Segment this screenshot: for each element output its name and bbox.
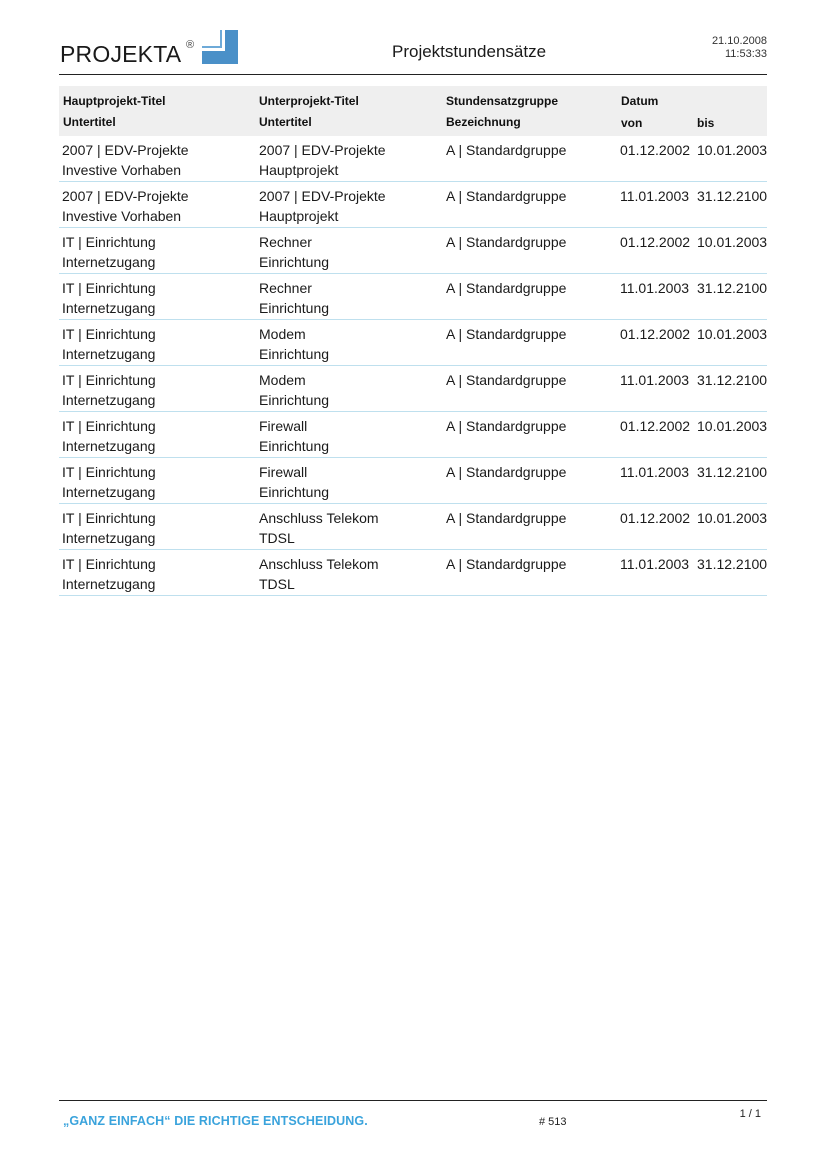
hauptprojekt-titel: 2007 | EDV-Projekte <box>62 188 189 204</box>
datum-bis: 31.12.2100 <box>697 280 768 296</box>
datum-bis: 10.01.2003 <box>697 510 768 526</box>
datum-von: 01.12.2002 <box>620 418 691 434</box>
hauptprojekt-untertitel: Internetzugang <box>62 530 156 546</box>
table-row <box>59 182 767 228</box>
datum-bis: 10.01.2003 <box>697 418 768 434</box>
stundensatzgruppe: A | Standardgruppe <box>446 510 567 526</box>
stundensatzgruppe: A | Standardgruppe <box>446 188 567 204</box>
hauptprojekt-titel: IT | Einrichtung <box>62 280 156 296</box>
hauptprojekt-untertitel: Investive Vorhaben <box>62 208 182 224</box>
datum-bis: 10.01.2003 <box>697 234 768 250</box>
stundensatzgruppe: A | Standardgruppe <box>446 142 567 158</box>
table-header <box>59 86 767 136</box>
datum-von: 11.01.2003 <box>620 280 690 296</box>
col-header-datum: Datum <box>621 94 659 108</box>
footer-divider <box>59 1100 767 1101</box>
datum-von: 01.12.2002 <box>620 234 691 250</box>
unterprojekt-untertitel: Hauptprojekt <box>259 162 339 178</box>
datum-bis: 31.12.2100 <box>697 188 768 204</box>
stundensatzgruppe: A | Standardgruppe <box>446 280 567 296</box>
table-row <box>59 458 767 504</box>
col-header-hauptprojekt-untertitel: Untertitel <box>63 115 116 129</box>
datum-bis: 31.12.2100 <box>697 372 768 388</box>
hauptprojekt-titel: 2007 | EDV-Projekte <box>62 142 189 158</box>
stundensatzgruppe: A | Standardgruppe <box>446 372 567 388</box>
table-row <box>59 412 767 458</box>
unterprojekt-untertitel: TDSL <box>259 530 295 546</box>
hauptprojekt-untertitel: Internetzugang <box>62 254 156 270</box>
col-header-bis: bis <box>697 116 715 130</box>
unterprojekt-untertitel: Hauptprojekt <box>259 208 339 224</box>
table-row <box>59 504 767 550</box>
datum-von: 01.12.2002 <box>620 326 691 342</box>
stundensatzgruppe: A | Standardgruppe <box>446 326 567 342</box>
hauptprojekt-untertitel: Internetzugang <box>62 300 156 316</box>
stundensatzgruppe: A | Standardgruppe <box>446 418 567 434</box>
unterprojekt-titel: Rechner <box>259 234 312 250</box>
datum-bis: 10.01.2003 <box>697 326 768 342</box>
col-header-hauptprojekt-titel: Hauptprojekt-Titel <box>63 94 166 108</box>
print-date: 21.10.2008 <box>711 35 767 47</box>
unterprojekt-titel: Anschluss Telekom <box>259 510 379 526</box>
hauptprojekt-untertitel: Internetzugang <box>62 392 156 408</box>
col-header-stundensatzgruppe: Stundensatzgruppe <box>446 94 559 108</box>
col-header-von: von <box>621 116 643 130</box>
datum-von: 01.12.2002 <box>620 142 691 158</box>
hauptprojekt-untertitel: Investive Vorhaben <box>62 162 182 178</box>
hauptprojekt-titel: IT | Einrichtung <box>62 464 156 480</box>
print-time: 11:53:33 <box>724 48 767 60</box>
rates-table <box>59 86 767 596</box>
col-header-bezeichnung: Bezeichnung <box>446 115 521 129</box>
unterprojekt-untertitel: TDSL <box>259 576 295 592</box>
unterprojekt-untertitel: Einrichtung <box>259 346 330 362</box>
page-number: 1 / 1 <box>739 1108 761 1120</box>
page-title: Projektstundensätze <box>392 42 547 61</box>
hauptprojekt-untertitel: Internetzugang <box>62 484 156 500</box>
unterprojekt-untertitel: Einrichtung <box>259 254 330 270</box>
print-timestamp <box>712 35 767 61</box>
unterprojekt-titel: Firewall <box>259 418 308 434</box>
document-number: # 513 <box>539 1116 567 1128</box>
datum-von: 11.01.2003 <box>620 372 690 388</box>
hauptprojekt-titel: IT | Einrichtung <box>62 418 156 434</box>
unterprojekt-untertitel: Einrichtung <box>259 300 330 316</box>
table-row <box>59 366 767 412</box>
hauptprojekt-untertitel: Internetzugang <box>62 346 156 362</box>
logo-squares-icon <box>202 30 238 64</box>
unterprojekt-titel: 2007 | EDV-Projekte <box>259 142 386 158</box>
unterprojekt-titel: Modem <box>259 372 306 388</box>
unterprojekt-titel: Modem <box>259 326 306 342</box>
unterprojekt-untertitel: Einrichtung <box>259 438 330 454</box>
col-header-unterprojekt-untertitel: Untertitel <box>259 115 312 129</box>
datum-von: 11.01.2003 <box>620 464 690 480</box>
datum-von: 11.01.2003 <box>620 188 690 204</box>
header-divider <box>59 74 767 75</box>
hauptprojekt-titel: IT | Einrichtung <box>62 326 156 342</box>
hauptprojekt-titel: IT | Einrichtung <box>62 510 156 526</box>
table-row <box>59 320 767 366</box>
datum-bis: 31.12.2100 <box>697 556 768 572</box>
table-row <box>59 228 767 274</box>
unterprojekt-titel: 2007 | EDV-Projekte <box>259 188 386 204</box>
hauptprojekt-titel: IT | Einrichtung <box>62 372 156 388</box>
col-header-unterprojekt-titel: Unterprojekt-Titel <box>259 94 359 108</box>
datum-von: 11.01.2003 <box>620 556 690 572</box>
hauptprojekt-untertitel: Internetzugang <box>62 576 156 592</box>
stundensatzgruppe: A | Standardgruppe <box>446 464 567 480</box>
datum-bis: 10.01.2003 <box>697 142 768 158</box>
datum-von: 01.12.2002 <box>620 510 691 526</box>
unterprojekt-titel: Anschluss Telekom <box>259 556 379 572</box>
unterprojekt-untertitel: Einrichtung <box>259 392 330 408</box>
hauptprojekt-titel: IT | Einrichtung <box>62 234 156 250</box>
hauptprojekt-titel: IT | Einrichtung <box>62 556 156 572</box>
stundensatzgruppe: A | Standardgruppe <box>446 556 567 572</box>
stundensatzgruppe: A | Standardgruppe <box>446 234 567 250</box>
logo-wordmark: PROJEKTA <box>60 41 182 67</box>
table-row <box>59 274 767 320</box>
unterprojekt-untertitel: Einrichtung <box>259 484 330 500</box>
table-row <box>59 136 767 182</box>
unterprojekt-titel: Rechner <box>259 280 312 296</box>
unterprojekt-titel: Firewall <box>259 464 308 480</box>
footer-slogan: „GANZ EINFACH“ DIE RICHTIGE ENTSCHEIDUNG. <box>63 1114 368 1128</box>
registered-mark: ® <box>186 39 195 51</box>
datum-bis: 31.12.2100 <box>697 464 768 480</box>
hauptprojekt-untertitel: Internetzugang <box>62 438 156 454</box>
table-row <box>59 550 767 596</box>
